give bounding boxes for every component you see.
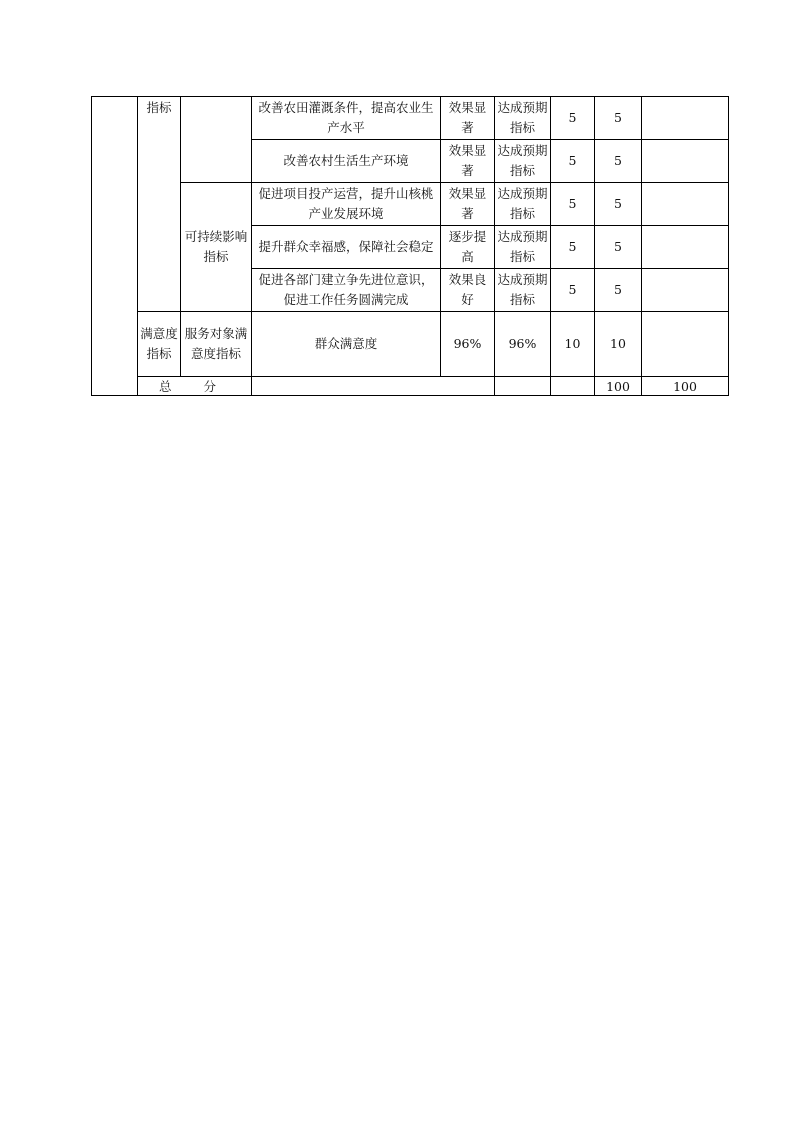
- weight-cell: 5: [551, 183, 595, 226]
- table-row: [92, 183, 729, 226]
- weight-cell: 5: [551, 97, 595, 140]
- level2-cell-benefit: 指标: [138, 97, 181, 312]
- score-cell: 5: [595, 140, 642, 183]
- level3-cell-social: [181, 97, 252, 183]
- note-cell: [642, 97, 729, 140]
- total-target: [495, 377, 551, 396]
- level1-cell: [92, 97, 138, 396]
- total-actual: [551, 377, 595, 396]
- level3-cell-sustain: 可持续影响指标: [181, 183, 252, 312]
- note-cell: [642, 140, 729, 183]
- weight-cell: 10: [551, 312, 595, 377]
- indicator-cell: 促进各部门建立争先进位意识，促进工作任务圆满完成: [252, 269, 441, 312]
- actual-cell: 96%: [495, 312, 551, 377]
- level2-cell-satisfaction: 满意度指标: [138, 312, 181, 377]
- indicator-cell: 群众满意度: [252, 312, 441, 377]
- actual-cell: 达成预期指标: [495, 183, 551, 226]
- note-cell: [642, 226, 729, 269]
- total-score: 100: [642, 377, 729, 396]
- table-row: [92, 97, 729, 140]
- actual-cell: 达成预期指标: [495, 97, 551, 140]
- indicator-cell: 提升群众幸福感，保障社会稳定: [252, 226, 441, 269]
- note-cell: [642, 312, 729, 377]
- weight-cell: 5: [551, 269, 595, 312]
- note-cell: [642, 183, 729, 226]
- total-weight: 100: [595, 377, 642, 396]
- actual-cell: 达成预期指标: [495, 140, 551, 183]
- actual-cell: 达成预期指标: [495, 269, 551, 312]
- target-cell: 效果显著: [441, 140, 495, 183]
- total-label: 总 分: [138, 377, 252, 396]
- total-blank: [252, 377, 495, 396]
- score-cell: 5: [595, 226, 642, 269]
- indicator-cell: 促进项目投产运营，提升山核桃产业发展环境: [252, 183, 441, 226]
- weight-cell: 5: [551, 140, 595, 183]
- target-cell: 96%: [441, 312, 495, 377]
- target-cell: 效果良好: [441, 269, 495, 312]
- target-cell: 逐步提高: [441, 226, 495, 269]
- indicator-cell: 改善农田灌溉条件，提高农业生产水平: [252, 97, 441, 140]
- note-cell: [642, 269, 729, 312]
- target-cell: 效果显著: [441, 97, 495, 140]
- total-row: [92, 377, 729, 396]
- target-cell: 效果显著: [441, 183, 495, 226]
- score-cell: 5: [595, 269, 642, 312]
- indicator-cell: 改善农村生活生产环境: [252, 140, 441, 183]
- score-cell: 5: [595, 183, 642, 226]
- level3-cell-satisfaction: 服务对象满意度指标: [181, 312, 252, 377]
- score-cell: 5: [595, 97, 642, 140]
- table-row: [92, 312, 729, 377]
- score-cell: 10: [595, 312, 642, 377]
- weight-cell: 5: [551, 226, 595, 269]
- actual-cell: 达成预期指标: [495, 226, 551, 269]
- performance-table: [91, 96, 729, 396]
